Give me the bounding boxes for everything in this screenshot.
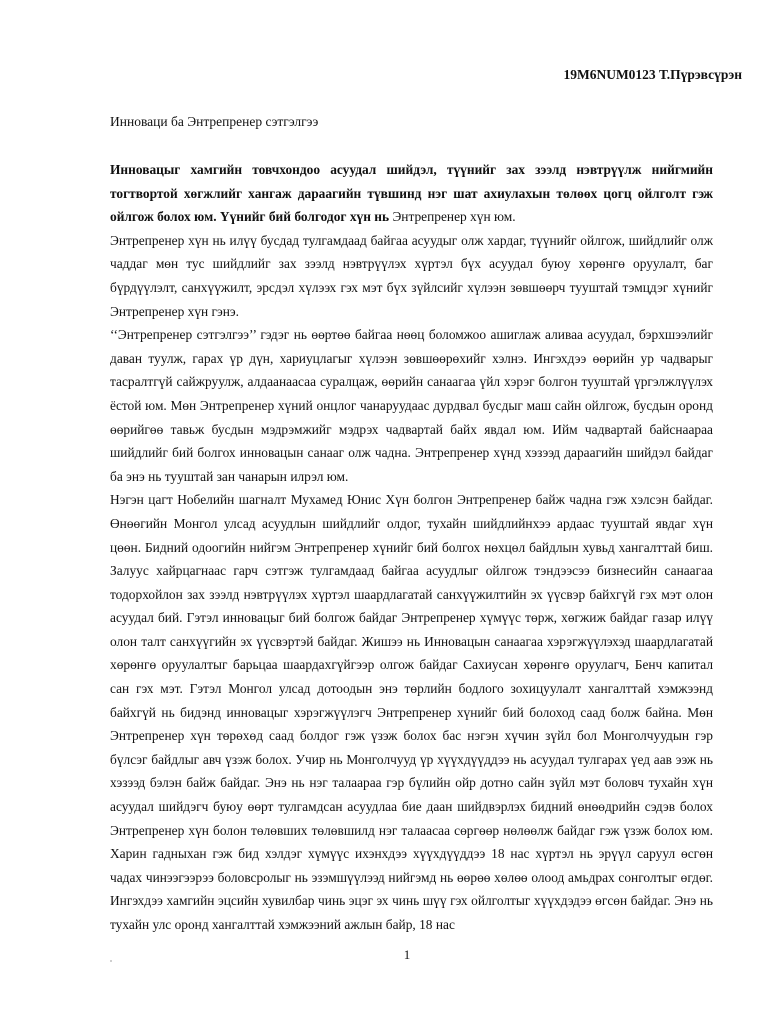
author-header: 19M6NUM0123 Т.Пүрэвсүрэн [563, 67, 742, 82]
lead-rest-text: Энтрепренер хүн юм. [389, 209, 516, 225]
paragraph-entrepreneur-mindset: ‘‘Энтрепренер сэтгэлгээ’’ гэдэг нь өөртөө байгаа нөөц боломжоо ашиглаж аливаа асуудал, бэрхшээлийг даван туулж, гарах үр дүн, хариуцлагыг хүлээн зөвшөөрөхийг хэлнэ. Ингэхдээ өөрийн ур чадварыг тасралтгүй сайжруулж, алдаанаасаа суралцаж, өөрийн санаагаа үйл хэрэг болгон тууштай үргэлжлүүлэх ёстой юм. Мөн Энтрепренер хүний онцлог чанаруудаас дурдвал бусдыг маш сайн ойлгож, бусдын оронд өөрийгөө тавьж бусдын мэдрэмжийг мэдрэх чадвартай байх явдал юм. Ийм чадвартай байснаараа шийдлийг бий болгох инновацын санааг олж чадна. Энтрепренер хүнд хэзээд дараагийн шийдэл байдаг ба энэ нь тууштай зан чанарын илрэл юм. [110, 327, 713, 484]
document-title: Инноваци ба Энтрепренер сэтгэлгээ [110, 114, 319, 129]
paragraph-entrepreneur-definition: Энтрепренер хүн нь илүү бусдад тулгамдаад байгаа асуудыг олж хардаг, түүнийг ойлгож, шийдлийг олж чаддаг мөн тус шийдлийг зах зээлд нэвтрүүлэх хүртэл бүх асуудал буюу хөрөнгө оруулалт, баг бүрдүүлэлт, санхүүжилт, эрсдэл хүлээх гэх мэт бүх зүйлсийг хүлээн зөвшөөрч тууштай тэмцдэг хүнийг Энтрепренер хүн гэнэ. [110, 232, 713, 319]
lead-paragraph [110, 158, 713, 229]
paragraph-mongolia-context: Нэгэн цагт Нобелийн шагналт Мухамед Юнис Хүн болгон Энтрепренер байж чадна гэж хэлсэн байдаг. Өнөөгийн Монгол улсад асуудлын шийдлийг олдог, тухайн шийдлийнхээ ардаас тууштай явдаг хүн цөөн. Бидний одоогийн нийгэм Энтрепренер хүнийг бий болгох нөхцөл байдлын хувьд хангалттай биш. Залуус хайрцагнаас гарч сэтгэж тулгамдаад байгаа асуудлыг ойлгож тэндээсээ бизнесийн санаагаа тодорхойлон зах зээлд нэвтрүүлэх хүртэл шаардлагатай санхүүжилтийн эх үүсвэр байхгүй гэх мэт олон асуудал бий. Гэтэл инновацыг бий болгож байдаг Энтрепренер хүмүүс төрж, хөгжиж байдаг газар илүү олон талт санхүүгийн эх үүсвэртэй байдаг. Жишээ нь Инновацын санаагаа хэрэгжүүлэхэд шаардлагатай хөрөнгө оруулалтыг барьцаа шаардахгүйгээр олгож байдаг Сахиусан хөрөнгө оруулагч, Бенч капитал сан гэх мэт. Гэтэл Монгол улсад дотоодын энэ төрлийн бодлого зохицуулалт хангалттай хэмжээнд байхгүй нь бидэнд инновацыг хэрэгжүүлэгч Энтрепренер хүнийг бий болоход саад болж байна. Мөн Энтрепренер хүн төрөхөд саад болдог гэж үзэж болох бас нэгэн хүчин зүйл бол Монголчуудын гэр бүлсэг байдлыг авч үзэж болох. Учир нь Монголчууд үр хүүхдүүддээ нь асуудал тулгарах үед аав ээж нь хэзээд бэлэн байж байдаг. Энэ нь нэг талаараа гэр бүлийн ойр дотно сайн зүйл мэт боловч тухайн хүн асуудал шийдэгч буюу өөрт тулгамдсан асуудлаа бие даан шийдвэрлэх бидний өнөөдрийн сэдэв болох Энтрепренер хүн болон төлөвших төлөвшилд нэг талаасаа сөргөөр нөлөөлж байдаг гэж үзэж болох юм. Харин гадныхан гэж бид хэлдэг хүмүүс ихэнхдээ хүүхдүүддээ 18 нас хүртэл нь эрүүл саруул өсгөн чадах чинээгээрээ боловсролыг нь эзэмшүүлээд нийгэмд нь өөрөө хөлөө олоод амьдрах сонголтыг өгдөг. Ингэхдээ хамгийн эцсийн хувилбар чинь эцэг эх чинь шүү гэх ойлголтыг хүүхдэдээ өгсөн байдаг. Энэ нь тухайн улс оронд хангалттай хэмжээний ажлын байр, 18 нас [110, 492, 713, 932]
document-body [110, 158, 713, 937]
page-number: 1 [403, 947, 411, 962]
lead-bold-text: Инновацыг хамгийн товчхондоо асуудал шийдэл, түүнийг зах зээлд нэвтрүүлж нийгмийн тогтвортой хөгжлийг хангаж дараагийн түвшинд нэг шат ахиулахын төлөөх цогц ойлголт гэж ойлгож болох юм. Үүнийг бий болгодог хүн нь [110, 162, 713, 225]
